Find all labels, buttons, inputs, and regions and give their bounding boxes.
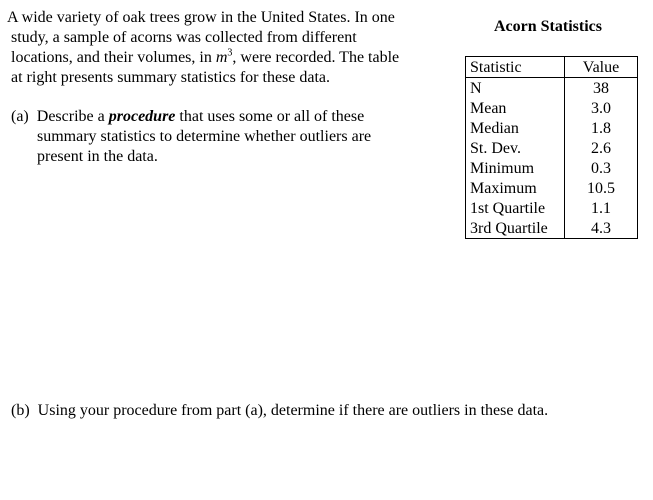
statistic-cell: N <box>466 78 565 99</box>
statistic-cell: 1st Quartile <box>466 198 565 218</box>
table-header-row <box>466 57 638 78</box>
statistic-cell: 3rd Quartile <box>466 218 565 239</box>
part-a-text-end: that uses some or all of these <box>175 108 365 125</box>
part-a-label: (a) <box>11 108 29 125</box>
part-a-question <box>11 107 431 167</box>
intro-line-3-end: , were recorded. The table <box>232 49 400 66</box>
part-a-line-3: present in the data. <box>37 148 158 165</box>
statistic-cell: Mean <box>466 98 565 118</box>
part-a-text-start: Describe a <box>36 108 109 125</box>
intro-paragraph <box>7 8 447 88</box>
header-value: Value <box>565 57 638 78</box>
statistic-cell: Median <box>466 118 565 138</box>
table-row <box>466 218 638 239</box>
intro-line-2: study, a sample of acorns was collected from different <box>11 29 357 46</box>
value-cell: 1.1 <box>565 198 638 218</box>
statistic-cell: St. Dev. <box>466 138 565 158</box>
value-cell: 3.0 <box>565 98 638 118</box>
part-a-line-1 <box>11 107 431 127</box>
part-b-text: Using your procedure from part (a), determine if there are outliers in these data. <box>37 402 549 419</box>
table-row <box>466 178 638 198</box>
statistic-cell: Minimum <box>466 158 565 178</box>
volume-unit: m <box>215 49 228 66</box>
volume-unit-exponent: 3 <box>227 47 233 59</box>
part-b-question <box>11 401 548 421</box>
table-row <box>466 198 638 218</box>
value-cell: 2.6 <box>565 138 638 158</box>
table-row <box>466 158 638 178</box>
part-a-line-2: summary statistics to determine whether outliers are <box>37 128 372 145</box>
acorn-statistics-table <box>465 56 638 239</box>
intro-line-3-start: locations, and their volumes, in <box>11 49 216 66</box>
value-cell: 4.3 <box>565 218 638 239</box>
part-b-label: (b) <box>11 402 30 419</box>
statistic-cell: Maximum <box>466 178 565 198</box>
header-statistic: Statistic <box>466 57 565 78</box>
table-row <box>466 98 638 118</box>
value-cell: 10.5 <box>565 178 638 198</box>
value-cell: 0.3 <box>565 158 638 178</box>
table-row <box>466 78 638 99</box>
table-row <box>466 138 638 158</box>
value-cell: 38 <box>565 78 638 99</box>
intro-line-3 <box>7 48 447 68</box>
part-a-emphasis: procedure <box>108 108 176 125</box>
intro-line-4: at right presents summary statistics for these data. <box>11 69 331 86</box>
intro-line-1: A wide variety of oak trees grow in the United States. In one <box>7 9 395 26</box>
table-row <box>466 118 638 138</box>
value-cell: 1.8 <box>565 118 638 138</box>
table-title: Acorn Statistics <box>494 18 602 35</box>
